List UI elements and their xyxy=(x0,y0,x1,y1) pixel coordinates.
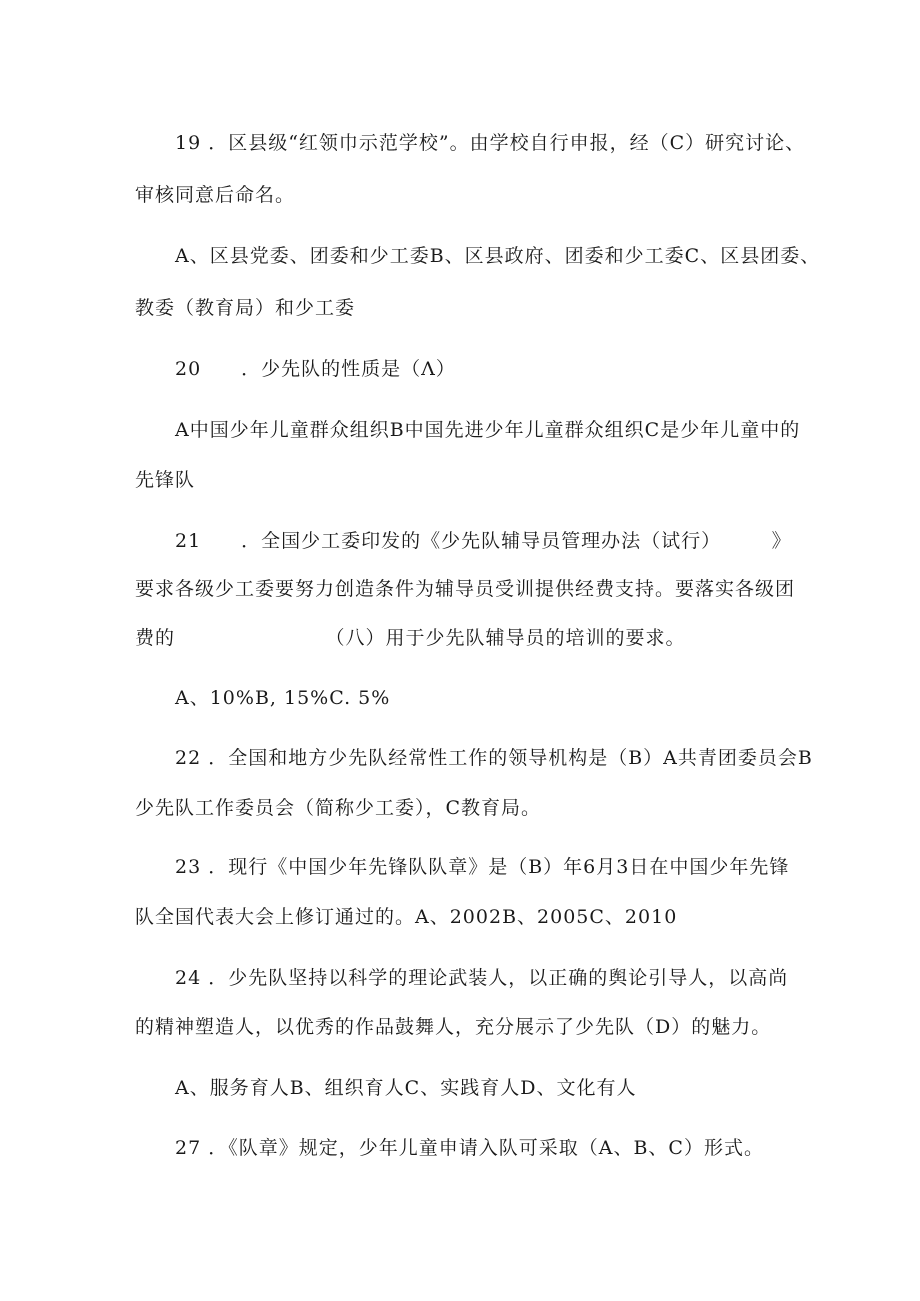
q21-line-1: 21 ．全国少工委印发的《少先队辅导员管理办法（试行） 》 xyxy=(175,530,792,552)
q19-line-1: 19 ．区县级“红领巾示范学校”。由学校自行申报，经（C）研究讨论、 xyxy=(175,132,806,154)
q23-line-2: 队全国代表大会上修订通过的。A、2002B、2005C、2010 xyxy=(135,906,678,928)
q20-line: 20 ．少先队的性质是（Λ） xyxy=(175,358,456,380)
q21-line-3: 费的 （八）用于少先队辅导员的培训的要求。 xyxy=(135,627,686,649)
q20-options-line-2: 先锋队 xyxy=(135,469,196,491)
q23-line-1: 23 ．现行《中国少年先锋队队章》是（B）年6月3日在中国少年先锋 xyxy=(175,856,790,878)
q24-line-1: 24 ．少先队坚持以科学的理论武装人，以正确的舆论引导人，以高尚 xyxy=(175,967,789,989)
q24-options-line: A、服务育人B、组织育人C、实践育人D、文化有人 xyxy=(175,1077,637,1099)
q22-line-1: 22 ．全国和地方少先队经常性工作的领导机构是（B）A共青团委员会B xyxy=(175,747,813,769)
q27-line: 27 ．《队章》规定，少年儿童申请入队可采取（A、B、C）形式。 xyxy=(175,1137,764,1159)
q19-options-line-2: 教委（教育局）和少工委 xyxy=(135,297,356,319)
q19-line-2: 审核同意后命名。 xyxy=(135,184,296,206)
q21-options-line: A、10%B, 15%C. 5% xyxy=(175,687,391,709)
q22-line-2: 少先队工作委员会（简称少工委），C教育局。 xyxy=(135,797,542,819)
q21-line-2: 要求各级少工委要努力创造条件为辅导员受训提供经费支持。要落实各级团 xyxy=(135,578,796,600)
q24-line-2: 的精神塑造人，以优秀的作品鼓舞人，充分展示了少先队（D）的魅力。 xyxy=(135,1016,772,1038)
q19-options-line-1: A、区县党委、团委和少工委B、区县政府、团委和少工委C、区县团委、 xyxy=(175,245,821,267)
q20-options-line-1: A中国少年儿童群众组织B中国先进少年儿童群众组织C是少年儿童中的 xyxy=(175,419,801,441)
